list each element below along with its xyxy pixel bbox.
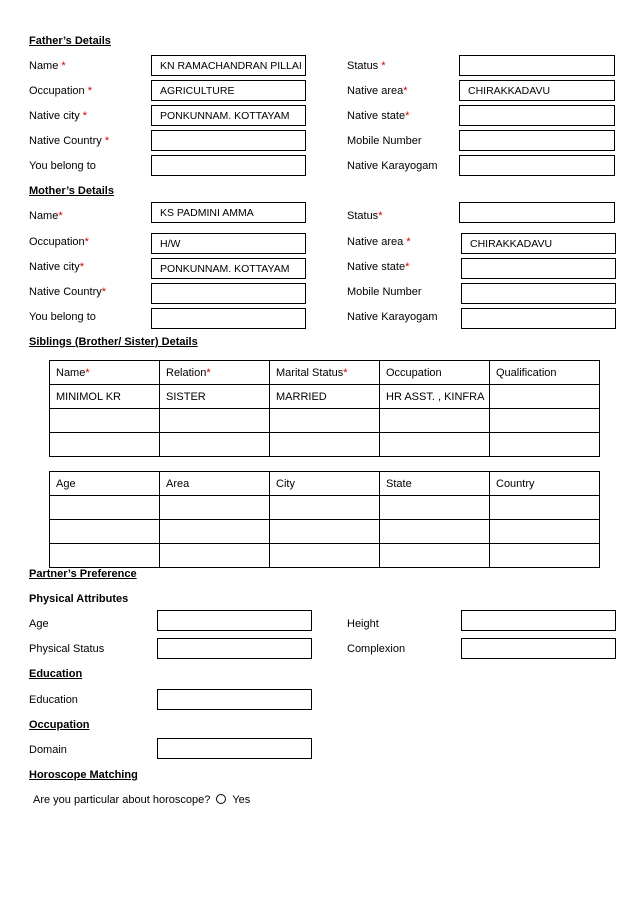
mother-name-label: Name* — [29, 210, 63, 222]
table-cell[interactable] — [270, 496, 380, 520]
mother-karayogam-label: Native Karayogam — [347, 311, 438, 323]
table-cell[interactable] — [490, 433, 600, 457]
table-cell[interactable] — [50, 544, 160, 568]
table-header-row — [50, 472, 600, 496]
father-karayogam-field[interactable] — [459, 155, 615, 176]
table-cell[interactable]: HR ASST. , KINFRA — [380, 385, 490, 409]
horoscope-yes-radio[interactable] — [216, 794, 226, 804]
partner-height-label: Height — [347, 618, 379, 630]
mother-native-city-field[interactable]: PONKUNNAM. KOTTAYAM — [151, 258, 306, 279]
partner-height-field[interactable] — [461, 610, 616, 631]
table-row — [50, 433, 600, 457]
table-cell[interactable] — [490, 496, 600, 520]
education-field[interactable] — [157, 689, 312, 710]
partner-complexion-field[interactable] — [461, 638, 616, 659]
father-status-label: Status * — [347, 60, 386, 72]
father-native-country-label: Native Country * — [29, 135, 110, 147]
father-native-area-label: Native area* — [347, 85, 408, 97]
father-native-area-field[interactable]: CHIRAKKADAVU — [459, 80, 615, 101]
header-relation: Relation* — [160, 361, 270, 385]
father-native-country-field[interactable] — [151, 130, 306, 151]
table-cell[interactable] — [270, 544, 380, 568]
siblings-heading: Siblings (Brother/ Sister) Details — [29, 336, 198, 348]
table-cell[interactable] — [380, 496, 490, 520]
partner-complexion-label: Complexion — [347, 643, 406, 655]
table-cell[interactable] — [380, 409, 490, 433]
father-mobile-field[interactable] — [459, 130, 615, 151]
table-cell[interactable] — [490, 544, 600, 568]
table-cell[interactable]: MARRIED — [270, 385, 380, 409]
partner-age-field[interactable] — [157, 610, 312, 631]
father-native-city-field[interactable]: PONKUNNAM. KOTTAYAM — [151, 105, 306, 126]
header-area: Area — [160, 472, 270, 496]
table-row — [50, 496, 600, 520]
table-cell[interactable] — [380, 544, 490, 568]
table-cell[interactable] — [50, 520, 160, 544]
mother-native-state-label: Native state* — [347, 261, 410, 273]
table-cell[interactable] — [490, 520, 600, 544]
horoscope-yes-label: Yes — [232, 794, 251, 806]
domain-label: Domain — [29, 744, 67, 756]
physical-attributes-heading: Physical Attributes — [29, 593, 129, 605]
table-cell[interactable] — [270, 409, 380, 433]
father-karayogam-label: Native Karayogam — [347, 160, 438, 172]
mother-status-label: Status* — [347, 210, 383, 222]
header-marital-status: Marital Status* — [270, 361, 380, 385]
father-details-heading: Father’s Details — [29, 35, 111, 47]
table-cell[interactable]: MINIMOL KR — [50, 385, 160, 409]
partner-physical-status-label: Physical Status — [29, 643, 105, 655]
table-cell[interactable] — [50, 409, 160, 433]
education-label: Education — [29, 694, 78, 706]
father-name-label: Name * — [29, 60, 66, 72]
father-belong-label: You belong to — [29, 160, 96, 172]
mother-belong-label: You belong to — [29, 311, 96, 323]
father-mobile-label: Mobile Number — [347, 135, 422, 147]
table-header-row — [50, 361, 600, 385]
mother-mobile-label: Mobile Number — [347, 286, 422, 298]
table-row — [50, 544, 600, 568]
header-qualification: Qualification — [490, 361, 600, 385]
header-name: Name* — [50, 361, 160, 385]
partner-physical-status-field[interactable] — [157, 638, 312, 659]
header-state: State — [380, 472, 490, 496]
table-cell[interactable] — [270, 433, 380, 457]
header-age: Age — [50, 472, 160, 496]
table-cell[interactable] — [160, 520, 270, 544]
mother-name-field[interactable]: KS PADMINI AMMA — [151, 202, 306, 223]
father-occupation-field[interactable]: AGRICULTURE — [151, 80, 306, 101]
mother-native-area-field[interactable]: CHIRAKKADAVU — [461, 233, 616, 254]
table-cell[interactable] — [380, 433, 490, 457]
table-cell[interactable] — [50, 433, 160, 457]
father-status-field[interactable] — [459, 55, 615, 76]
father-name-field[interactable]: KN RAMACHANDRAN PILLAI — [151, 55, 306, 76]
table-cell[interactable] — [490, 385, 600, 409]
mother-native-city-label: Native city* — [29, 261, 85, 273]
table-cell[interactable] — [160, 433, 270, 457]
partner-age-label: Age — [29, 618, 49, 630]
mother-karayogam-field[interactable] — [461, 308, 616, 329]
mother-native-state-field[interactable] — [461, 258, 616, 279]
table-cell[interactable] — [50, 496, 160, 520]
mother-native-area-label: Native area * — [347, 236, 411, 248]
header-country: Country — [490, 472, 600, 496]
father-native-state-label: Native state* — [347, 110, 410, 122]
mother-belong-field[interactable] — [151, 308, 306, 329]
father-native-state-field[interactable] — [459, 105, 615, 126]
education-heading: Education — [29, 668, 83, 680]
table-row — [50, 520, 600, 544]
table-cell[interactable] — [160, 496, 270, 520]
siblings-table-1 — [49, 360, 600, 457]
horoscope-question — [33, 794, 250, 806]
partner-preference-heading: Partner’s Preference — [29, 568, 137, 580]
table-row — [50, 385, 600, 409]
table-row — [50, 409, 600, 433]
domain-field[interactable] — [157, 738, 312, 759]
mother-details-heading: Mother’s Details — [29, 185, 114, 197]
horoscope-question-text: Are you particular about horoscope? — [33, 794, 211, 806]
mother-native-country-field[interactable] — [151, 283, 306, 304]
occupation-heading: Occupation — [29, 719, 90, 731]
table-cell[interactable] — [160, 409, 270, 433]
father-occupation-label: Occupation * — [29, 85, 92, 97]
mother-native-country-label: Native Country* — [29, 286, 107, 298]
table-cell[interactable]: SISTER — [160, 385, 270, 409]
mother-occupation-label: Occupation* — [29, 236, 89, 248]
mother-occupation-field[interactable]: H/W — [151, 233, 306, 254]
header-occupation: Occupation — [380, 361, 490, 385]
header-city: City — [270, 472, 380, 496]
siblings-table-2 — [49, 471, 600, 568]
table-cell[interactable] — [160, 544, 270, 568]
table-cell[interactable] — [380, 520, 490, 544]
mother-status-field[interactable] — [459, 202, 615, 223]
father-native-city-label: Native city * — [29, 110, 88, 122]
horoscope-heading: Horoscope Matching — [29, 769, 138, 781]
table-cell[interactable] — [490, 409, 600, 433]
table-cell[interactable] — [270, 520, 380, 544]
father-belong-field[interactable] — [151, 155, 306, 176]
mother-mobile-field[interactable] — [461, 283, 616, 304]
